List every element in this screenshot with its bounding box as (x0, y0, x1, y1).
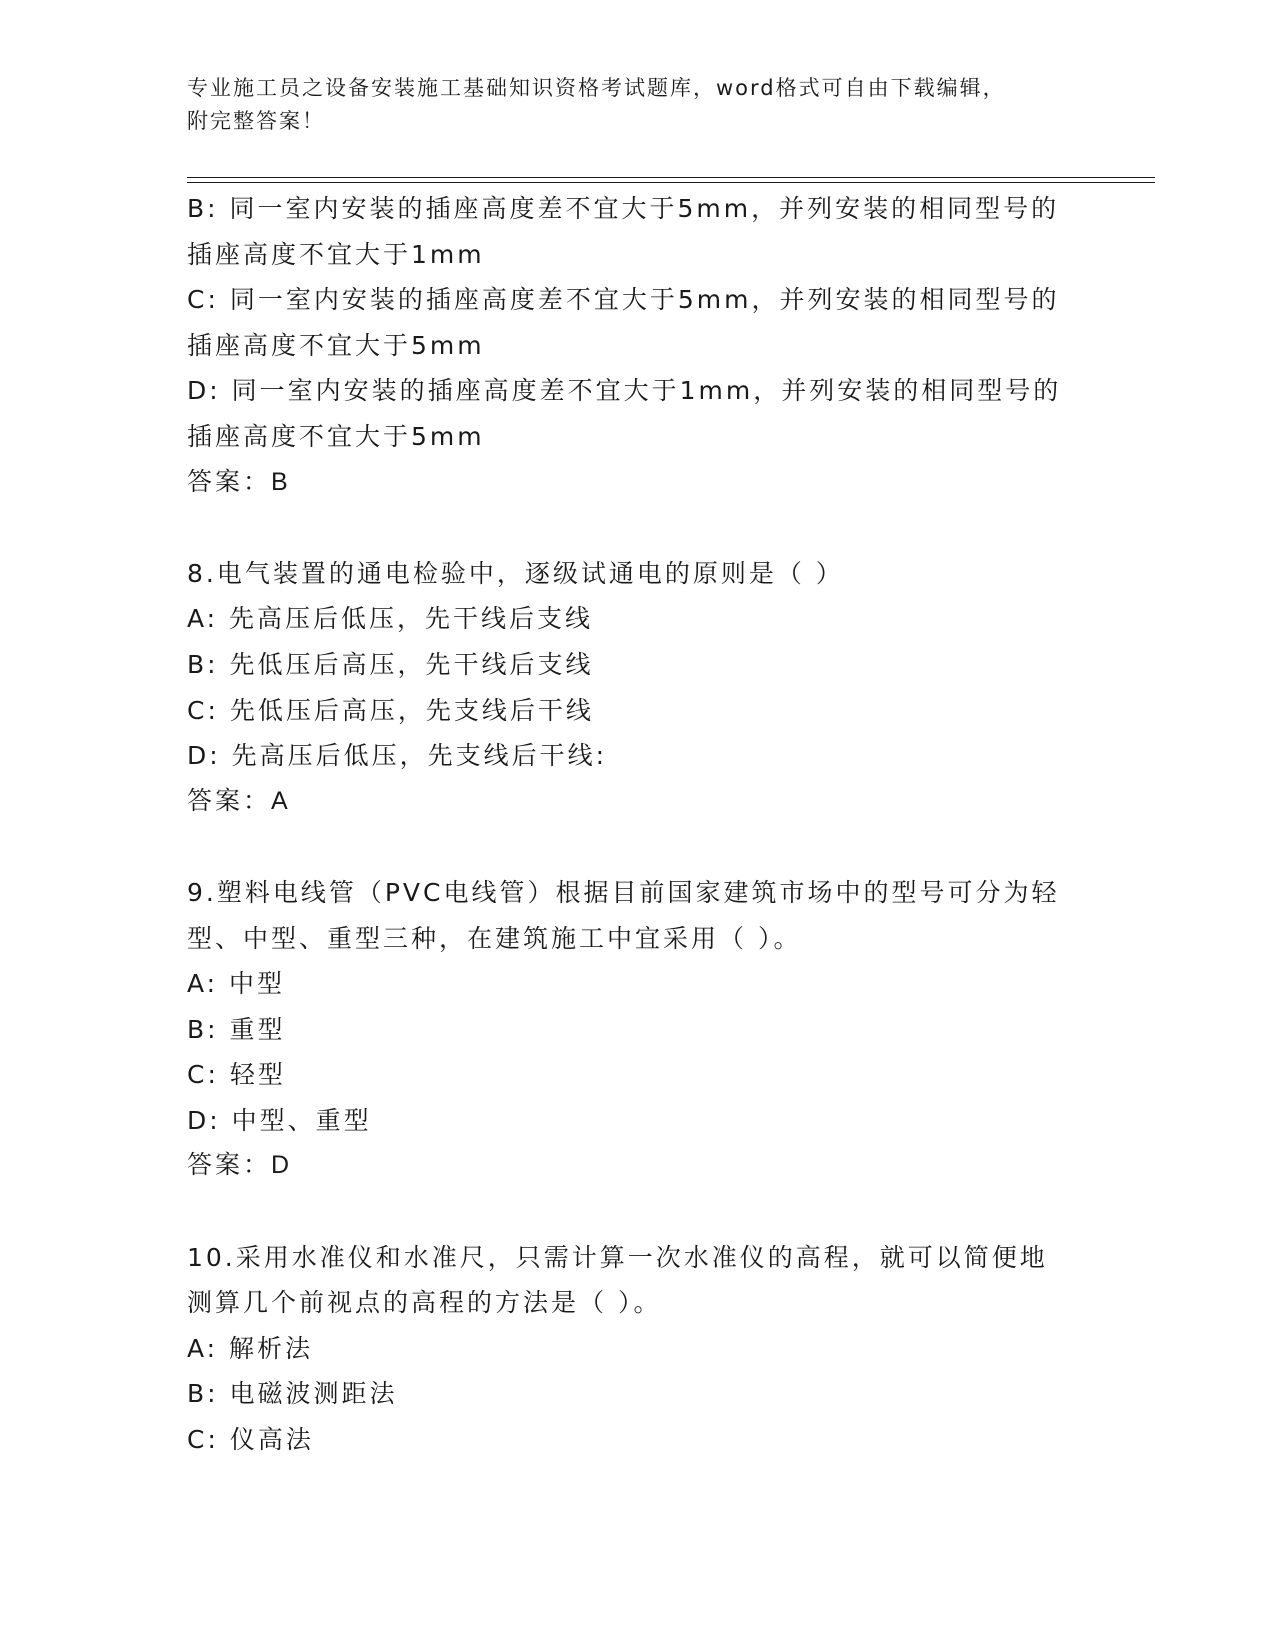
document-header (187, 72, 1087, 138)
q7-option-b-line-1: B: 同一室内安装的插座高度差不宜大于5mm，并列安装的相同型号的 (187, 194, 1060, 223)
q9-option-c: C: 轻型 (187, 1060, 286, 1090)
question-8 (187, 551, 1087, 825)
q10-stem-line-2: 测算几个前视点的高程的方法是（ ）。 (187, 1288, 662, 1318)
q8-option-a: A: 先高压后低压，先干线后支线 (187, 604, 594, 634)
q9-stem-line-2: 型、中型、重型三种，在建筑施工中宜采用（ ）。 (187, 923, 802, 953)
q7-option-c-line-1: C: 同一室内安装的插座高度差不宜大于5mm，并列安装的相同型号的 (187, 285, 1060, 315)
q10-option-b: B: 电磁波测距法 (187, 1379, 398, 1409)
q8-answer: 答案：A (187, 786, 291, 815)
q10-option-a: A: 解析法 (187, 1333, 314, 1363)
q8-option-d: D: 先高压后低压，先支线后干线: (187, 741, 608, 771)
spacer (187, 824, 1087, 870)
q7-option-d-line-1: D: 同一室内安装的插座高度差不宜大于1mm，并列安装的相同型号的 (187, 376, 1062, 406)
header-line-2: 附完整答案！ (187, 109, 325, 133)
q7-option-d-line-2: 插座高度不宜大于5mm (187, 421, 485, 451)
q8-option-b: B: 先低压后高压，先干线后支线 (187, 649, 594, 679)
q8-option-c: C: 先低压后高压，先支线后干线 (187, 695, 594, 725)
q7-option-c-line-2: 插座高度不宜大于5mm (187, 330, 485, 360)
header-divider-bottom (187, 182, 1155, 183)
spacer (187, 505, 1087, 551)
question-10 (187, 1235, 1087, 1463)
q9-option-d: D: 中型、重型 (187, 1105, 372, 1135)
q9-answer: 答案：D (187, 1151, 293, 1180)
header-line-1: 专业施工员之设备安装施工基础知识资格考试题库，word格式可自由下载编辑， (187, 76, 1006, 100)
document-body (187, 186, 1087, 1463)
q10-stem-line-1: 10.采用水准仪和水准尺，只需计算一次水准仪的高程，就可以简便地 (187, 1242, 1048, 1272)
q7-option-b-line-2: 插座高度不宜大于1mm (187, 239, 485, 269)
header-divider-top (187, 177, 1155, 178)
q9-option-a: A: 中型 (187, 969, 286, 999)
q10-option-c: C: 仪高法 (187, 1425, 314, 1455)
q9-option-b: B: 重型 (187, 1014, 286, 1044)
q8-stem: 8.电气装置的通电检验中，逐级试通电的原则是（ ） (187, 558, 844, 588)
question-7-continued (187, 186, 1087, 505)
q7-answer: 答案：B (187, 467, 291, 496)
question-9 (187, 870, 1087, 1189)
spacer (187, 1189, 1087, 1235)
q9-stem-line-1: 9.塑料电线管（PVC电线管）根据目前国家建筑市场中的型号可分为轻 (187, 877, 1060, 907)
